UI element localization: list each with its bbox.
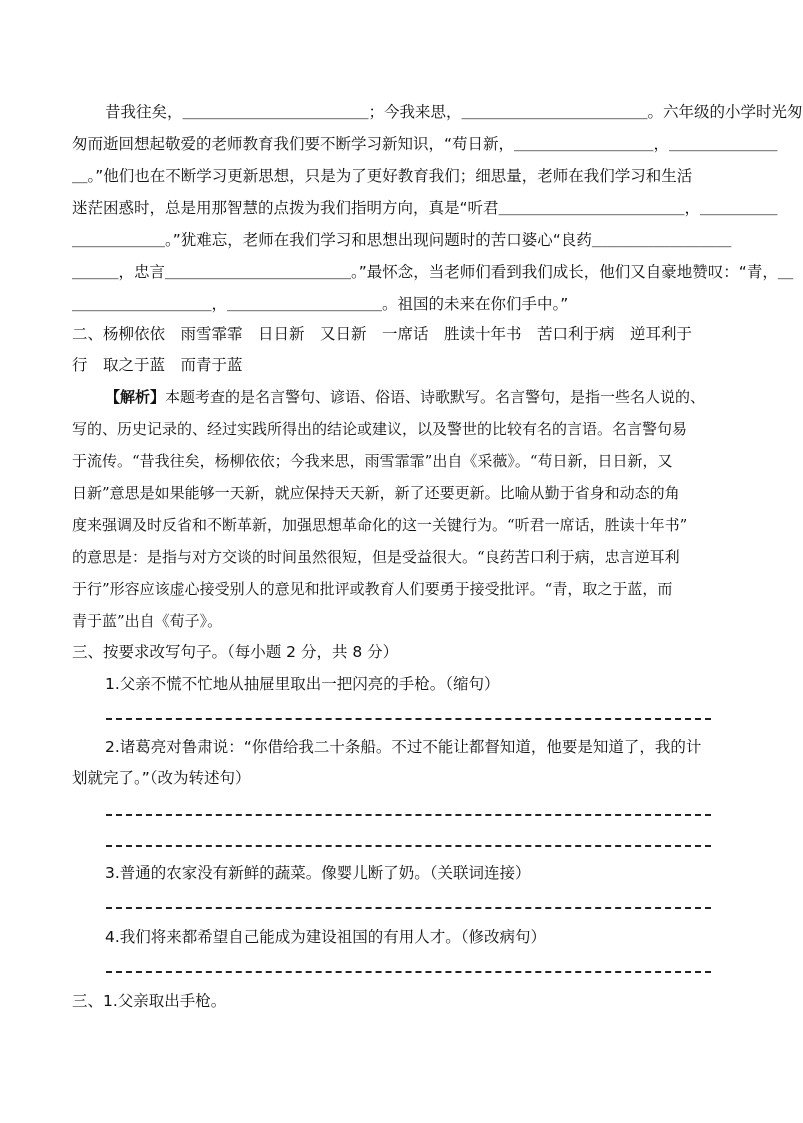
- answer-line-q3: [106, 907, 711, 909]
- analysis-line-4: 日新”意思是如果能够一天新，就应保持天天新，新了还要更新。比喻从勤于省身和动态的角: [72, 484, 680, 502]
- fill-in-line-2: 匆而逝回想起敬爱的老师教育我们要不断学习新知识，“苟日新，＿＿＿＿＿＿＿＿＿，＿＿＿＿＿＿＿: [72, 135, 778, 153]
- analysis-line-3: 于流传。“昔我往矣，杨柳依依；今我来思，雨雪霏霏”出自《采薇》。“苟日新，日日新，又: [72, 452, 673, 470]
- fill-in-line-5: ＿＿＿＿＿＿。”犹难忘，老师在我们学习和思想出现问题时的苦口婆心“良药＿＿＿＿＿＿＿＿＿: [72, 231, 732, 249]
- analysis-line-6: 的意思是：是指与对方交谈的时间虽然很短，但是受益很大。“良药苦口利于病，忠言逆耳利: [72, 548, 680, 566]
- analysis-text-1: 本题考查的是名言警句、谚语、俗语、诗歌默写。名言警句，是指一些名人说的、: [165, 388, 706, 406]
- analysis-line-8: 青于蓝”出自《荀子》。: [72, 612, 223, 630]
- answer-line-q1: [106, 718, 711, 720]
- answer-2-line-2: 行 取之于蓝 而青于蓝: [72, 356, 243, 374]
- answer-2-line-1: 二、杨柳依依 雨雪霏霏 日日新 又日新 一席话 胜读十年书 苦口利于病 逆耳利于: [72, 325, 693, 343]
- fill-in-line-6: ＿＿＿，忠言＿＿＿＿＿＿＿＿＿＿＿＿。”最怀念，当老师们看到我们成长，他们又自豪地赞叹：“青，＿: [72, 263, 794, 281]
- question-3: 3.普通的农家没有新鲜的蔬菜。像婴儿断了奶。（关联词连接）: [105, 864, 531, 882]
- question-2-line-1: 2.诸葛亮对鲁肃说：“你借给我二十条船。不过不能让都督知道，他要是知道了，我的计: [105, 738, 702, 756]
- fill-in-line-4: 迷茫困惑时，总是用那智慧的点拨为我们指明方向，真是“听君＿＿＿＿＿＿＿＿＿＿＿＿，＿＿＿＿＿: [72, 199, 778, 217]
- analysis-line-7: 于行”形容应该虚心接受别人的意见和批评或教育人们要勇于接受批评。“青，取之于蓝，而: [72, 580, 673, 598]
- answer-line-q2-a: [106, 814, 711, 816]
- analysis-tag: 【解析】: [105, 388, 166, 406]
- fill-in-line-7: ＿＿＿＿＿＿＿＿＿，＿＿＿＿＿＿＿＿＿＿。祖国的未来在你们手中。”: [72, 295, 569, 313]
- section-3-heading: 三、按要求改写句子。（每小题 2 分，共 8 分）: [72, 643, 399, 661]
- answer-line-q4: [106, 971, 711, 973]
- fill-in-line-3: ＿。”他们也在不断学习更新思想，只是为了更好教育我们；细思量，老师在我们学习和生活: [72, 167, 693, 185]
- answer-3-line-1: 三、1.父亲取出手枪。: [72, 992, 227, 1010]
- answer-line-q2-b: [106, 845, 711, 847]
- analysis-line-1: [105, 387, 722, 407]
- question-2-line-2: 划就完了。”（改为转述句）: [72, 769, 251, 787]
- analysis-line-5: 度来强调及时反省和不断革新，加强思想革命化的这一关键行为。“听君一席话，胜读十年书”: [72, 516, 688, 534]
- question-1: 1.父亲不慌不忙地从抽屉里取出一把闪亮的手枪。（缩句）: [105, 675, 500, 693]
- question-4: 4.我们将来都希望自己能成为建设祖国的有用人才。（修改病句）: [105, 928, 547, 946]
- analysis-line-2: 写的、历史记录的、经过实践所得出的结论或建议，以及警世的比较有名的言语。名言警句易: [72, 420, 688, 438]
- fill-in-line-1: 昔我往矣，＿＿＿＿＿＿＿＿＿＿＿＿；今我来思，＿＿＿＿＿＿＿＿＿＿＿＿。六年级的小学时光匆: [105, 103, 803, 121]
